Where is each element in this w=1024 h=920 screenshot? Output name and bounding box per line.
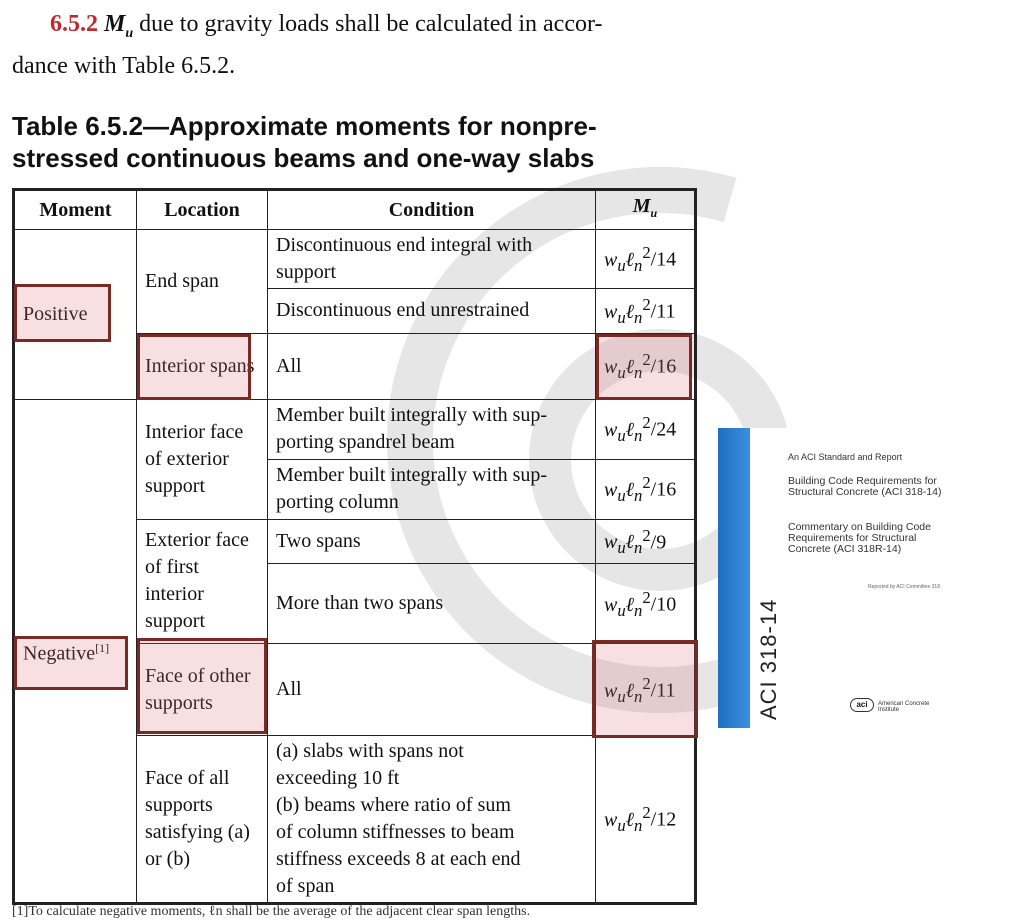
clause-text-1: due to gravity loads shall be calculated in accor- bbox=[133, 11, 603, 37]
mu-cell: $w_u\ell_n^2/11$ bbox=[596, 644, 696, 736]
cover-reported-by: Reported by ACI Committee 318 bbox=[868, 584, 940, 590]
condition-cell: More than two spans bbox=[268, 564, 596, 644]
cover-title: Building Code Requirements for Structural Concrete (ACI 318-14) bbox=[788, 475, 942, 498]
moments-table bbox=[12, 188, 697, 905]
mu-cell: $w_u\ell_n^2/12$ bbox=[596, 736, 696, 904]
mu-cell: $w_u\ell_n^2/11$ bbox=[596, 289, 696, 334]
mu-symbol: $M_u$ bbox=[104, 11, 134, 41]
mu-cell: $w_u\ell_n^2/9$ bbox=[596, 519, 696, 564]
location-cell: End span bbox=[137, 230, 268, 334]
cover-spine bbox=[718, 428, 750, 728]
positive-label: Positive bbox=[23, 302, 88, 325]
clause-paragraph bbox=[12, 8, 732, 82]
table-title: Table 6.5.2—Approximate moments for nonpre- stressed continuous beams and one-way slabs bbox=[12, 111, 597, 173]
clause-text-2: dance with Table 6.5.2. bbox=[12, 52, 236, 79]
cover-commentary: Commentary on Building Code Requirements for Structural Concrete (ACI 318R-14) bbox=[788, 521, 931, 555]
table-row bbox=[14, 399, 696, 459]
mu-cell: $w_u\ell_n^2/14$ bbox=[596, 230, 696, 289]
condition-cell: Two spans bbox=[268, 519, 596, 564]
mu-cell: $w_u\ell_n^2/16$ bbox=[596, 333, 696, 399]
location-cell: Face of other supports bbox=[137, 644, 268, 736]
footnote: [1]To calculate negative moments, ℓn shall be the average of the adjacent clear span lengths. bbox=[12, 904, 531, 919]
aci-logo-icon: aci bbox=[850, 698, 874, 712]
book-cover bbox=[718, 428, 950, 728]
condition-cell: All bbox=[268, 644, 596, 736]
clause-number: 6.5.2 bbox=[50, 11, 98, 37]
location-cell: Interior face of exterior support bbox=[137, 399, 268, 519]
condition-cell: All bbox=[268, 333, 596, 399]
mu-cell: $w_u\ell_n^2/16$ bbox=[596, 459, 696, 519]
negative-cell: Negative[1] bbox=[14, 399, 137, 904]
header-location: Location bbox=[137, 190, 268, 230]
location-cell: Exterior face of first interior support bbox=[137, 519, 268, 644]
cover-subtitle: An ACI Standard and Report bbox=[788, 452, 903, 462]
positive-cell bbox=[14, 230, 137, 400]
mu-cell: $w_u\ell_n^2/10$ bbox=[596, 564, 696, 644]
cover-org-name: American Concrete Institute bbox=[878, 701, 930, 713]
table-row bbox=[14, 230, 696, 289]
table-header-row bbox=[14, 190, 696, 230]
location-cell: Face of all supports satisfying (a) or (b) bbox=[137, 736, 268, 904]
header-condition: Condition bbox=[268, 190, 596, 230]
condition-cell: Discontinuous end integral with support bbox=[268, 230, 596, 289]
header-mu: $M_u$ bbox=[596, 190, 696, 230]
mu-cell: $w_u\ell_n^2/24$ bbox=[596, 399, 696, 459]
condition-cell: Member built integrally with sup-porting column bbox=[268, 459, 596, 519]
condition-cell: Discontinuous end unrestrained bbox=[268, 289, 596, 334]
condition-cell: (a) slabs with spans not exceeding 10 ft (b) beams where ratio of sum of column stiffnesses to beam stiffness exceeds 8 at each end of span bbox=[268, 736, 596, 904]
location-cell: Interior spans bbox=[137, 333, 268, 399]
condition-cell: Member built integrally with sup-porting spandrel beam bbox=[268, 399, 596, 459]
header-moment: Moment bbox=[14, 190, 137, 230]
cover-spine-label: ACI 318-14 bbox=[756, 598, 781, 720]
